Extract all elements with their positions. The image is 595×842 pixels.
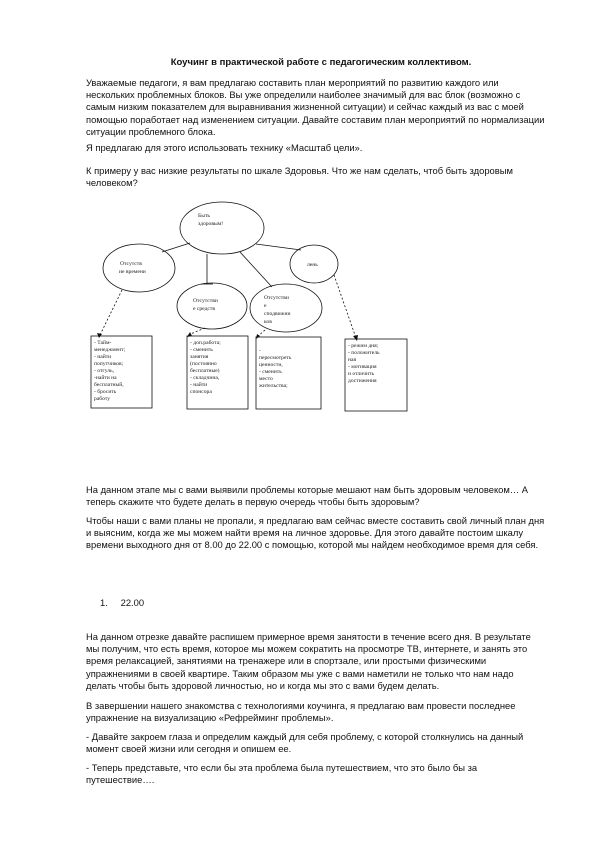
paragraph-line: делать чтобы быть здоровой личностью, но и когда мы это с вами будем делать. bbox=[86, 679, 440, 691]
center-ellipse bbox=[180, 202, 264, 254]
paragraph-line: Я предлагаю для этого использовать технику «Масштаб цели». bbox=[86, 142, 363, 153]
paragraph-line: время релаксацией, занятиями на тренажере или в спортзале, или простыми физическими bbox=[86, 655, 487, 667]
paragraph-line: упражнениями в своей квартире. Таким образом мы уже с вами наметили не только что нам надо bbox=[86, 667, 514, 679]
paragraph-line: нескольких проблемных блоков. Вы уже определили наиболее значимый для вас блок (возможно с bbox=[86, 89, 521, 101]
paragraph-stage-result bbox=[86, 484, 556, 508]
paragraph-line: В завершении нашего знакомства с технологиями коучинга, я предлагаю вам провести последнее bbox=[86, 700, 516, 711]
node-label-3: Отсутстви е сподвижни ков bbox=[264, 295, 291, 325]
paragraph-close-eyes bbox=[86, 731, 556, 755]
paragraph-line: помощью поработает над изменением ситуации. Давайте составим план мероприятий по нормализации bbox=[86, 113, 545, 125]
paragraph-line: момент своей жизни или сегодня и опишем ее. bbox=[86, 743, 292, 755]
box-text-3: - пересмотреть ценности, - сменить место жительства; bbox=[259, 348, 292, 389]
paragraph-time-segment bbox=[86, 631, 556, 692]
paragraph-line: времени выходного дня от 8.00 до 22.00 с помощью, которой мы найдем необходимое время для себя. bbox=[86, 539, 539, 551]
node-ellipse-3 bbox=[250, 284, 322, 332]
paragraph-line: На данном отрезке давайте распишем примерное время занятости в течение всего дня. В результате bbox=[86, 631, 531, 642]
paragraph-line: - Теперь представьте, что если бы эта проблема была путешествием, что это было бы за bbox=[86, 762, 478, 773]
document-title: Коучинг в практической работе с педагогическим коллективом. bbox=[170, 57, 472, 68]
paragraph-line: На данном этапе мы с вами выявили проблемы которые мешают нам быть здоровым человеком… А bbox=[86, 484, 529, 495]
paragraph-journey bbox=[86, 762, 556, 786]
paragraph-line: человеком? bbox=[86, 177, 138, 189]
numbered-list-item bbox=[100, 597, 144, 608]
paragraph-line: - Давайте закроем глаза и определим каждый для себя проблему, с которой столкнулись на данный bbox=[86, 731, 524, 742]
paragraph-line: самым низким показателем для выравнивания жизненной ситуации) и сейчас каждый из вас с моей bbox=[86, 101, 524, 113]
node-label-1: Отсутств ие времени bbox=[119, 261, 146, 275]
node-label-2: Отсутстви е средств bbox=[193, 298, 218, 312]
paragraph-line: ситуации проблемного блока. bbox=[86, 125, 216, 137]
paragraph-line: Уважаемые педагоги, я вам предлагаю составить план мероприятий по развитию каждого или bbox=[86, 77, 499, 88]
paragraph-line: и выясним, когда же мы можем найти время на личное здоровье. Для этого давайте постоим шкалу bbox=[86, 527, 524, 539]
paragraph-line: Чтобы наши с вами планы не пропали, я предлагаю вам сейчас вместе составить свой личный план дня bbox=[86, 515, 545, 526]
paragraph-line: К примеру у вас низкие результаты по шкале Здоровья. Что же нам сделать, чтоб быть здоровым bbox=[86, 165, 513, 176]
node-label-4: лень bbox=[307, 262, 318, 268]
paragraph-line: упражнение на визуализацию «Рефрейминг проблемы». bbox=[86, 712, 334, 724]
list-number: 1. bbox=[100, 597, 108, 608]
box-text-2: - доп.работа; - сменить занятия (постоянно бесплатные) - складчина, - найти спонсора bbox=[190, 340, 221, 395]
paragraph-line: теперь скажите что будете делать в первую очередь чтобы быть здоровым? bbox=[86, 496, 420, 508]
paragraph-conclusion bbox=[86, 700, 556, 724]
center-label: Быть здоровым! bbox=[198, 213, 224, 227]
paragraph-day-plan bbox=[86, 515, 556, 552]
paragraph-line: путешествие…. bbox=[86, 774, 155, 786]
box-text-4: - режим дня; - положитель ная - мотивация и отличить достижения bbox=[348, 343, 380, 384]
box-text-1: - Тайм- менеджмент; - найти попутчиков; - отгуль, -найти на бесплатный, - бросить работу bbox=[94, 340, 126, 402]
paragraph-line: мы получим, что есть время, которое мы можем сократить на просмотре ТВ, интернете, и занять это bbox=[86, 643, 528, 655]
list-item-text: 22.00 bbox=[120, 597, 145, 608]
